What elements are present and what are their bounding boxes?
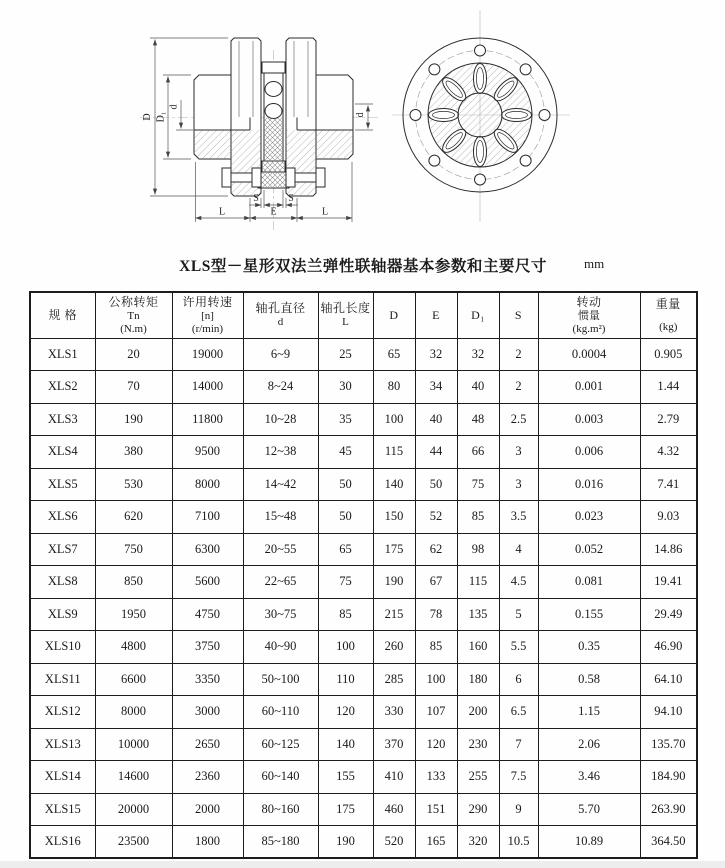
value-cell: 0.001 [538, 371, 640, 404]
column-header-length [318, 292, 373, 338]
value-cell: 9 [499, 793, 538, 826]
value-cell: 135 [457, 598, 499, 631]
value-cell: 2.5 [499, 403, 538, 436]
value-cell: 70 [95, 371, 172, 404]
header-line: 惯量 [578, 309, 600, 322]
value-cell: 6300 [172, 533, 243, 566]
value-cell: 2 [499, 338, 538, 371]
table-row [30, 533, 697, 566]
value-cell: 3750 [172, 631, 243, 664]
spec-cell: XLS10 [30, 631, 95, 664]
title-row [30, 254, 696, 280]
value-cell: 4.5 [499, 566, 538, 599]
value-cell: 0.35 [538, 631, 640, 664]
header-line: S [514, 307, 523, 322]
table-row [30, 761, 697, 794]
value-cell: 1.15 [538, 696, 640, 729]
value-cell: 48 [457, 403, 499, 436]
value-cell: 30~75 [243, 598, 318, 631]
value-cell: 40 [415, 403, 457, 436]
table-row [30, 663, 697, 696]
value-cell: 151 [415, 793, 457, 826]
value-cell: 8000 [172, 468, 243, 501]
value-cell: 100 [373, 403, 415, 436]
value-cell: 620 [95, 501, 172, 534]
value-cell: 4.32 [640, 436, 697, 469]
spec-cell: XLS5 [30, 468, 95, 501]
bolt-hole [410, 110, 421, 121]
value-cell: 15~48 [243, 501, 318, 534]
dim-label-L-right: L [321, 206, 329, 218]
value-cell: 100 [318, 631, 373, 664]
value-cell: 3000 [172, 696, 243, 729]
dim-label-D1: D₁ [155, 111, 167, 123]
value-cell: 0.0004 [538, 338, 640, 371]
value-cell: 330 [373, 696, 415, 729]
column-header-E [415, 292, 457, 338]
value-cell: 2360 [172, 761, 243, 794]
spec-cell: XLS8 [30, 566, 95, 599]
value-cell: 3350 [172, 663, 243, 696]
value-cell: 110 [318, 663, 373, 696]
value-cell: 175 [318, 793, 373, 826]
value-cell: 150 [373, 501, 415, 534]
value-cell: 7.41 [640, 468, 697, 501]
table-row [30, 826, 697, 859]
value-cell: 45 [318, 436, 373, 469]
value-cell: 98 [457, 533, 499, 566]
spec-table [29, 291, 698, 859]
value-cell: 75 [457, 468, 499, 501]
value-cell: 9500 [172, 436, 243, 469]
value-cell: 1950 [95, 598, 172, 631]
value-cell: 34 [415, 371, 457, 404]
column-header-inertia [538, 292, 640, 338]
value-cell: 215 [373, 598, 415, 631]
header-line: (kg.m²) [572, 322, 606, 335]
value-cell: 320 [457, 826, 499, 859]
column-header-D [373, 292, 415, 338]
value-cell: 3.46 [538, 761, 640, 794]
value-cell: 65 [373, 338, 415, 371]
table-row [30, 793, 697, 826]
value-cell: 85 [457, 501, 499, 534]
value-cell: 190 [373, 566, 415, 599]
table-row [30, 631, 697, 664]
column-header-spec [30, 292, 95, 338]
value-cell: 133 [415, 761, 457, 794]
value-cell: 44 [415, 436, 457, 469]
bolt-hole [429, 64, 440, 75]
value-cell: 100 [415, 663, 457, 696]
value-cell: 10000 [95, 728, 172, 761]
value-cell: 2000 [172, 793, 243, 826]
header-line: 公称转矩 [108, 294, 159, 309]
dim-label-L-left: L [218, 206, 226, 218]
value-cell: 12~38 [243, 436, 318, 469]
header-line: 轴孔直径 [255, 301, 306, 316]
value-cell: 290 [457, 793, 499, 826]
value-cell: 2.79 [640, 403, 697, 436]
value-cell: 364.50 [640, 826, 697, 859]
column-header-S [499, 292, 538, 338]
footer-strip [0, 861, 725, 868]
column-header-bore [243, 292, 318, 338]
bolt-hole [520, 155, 531, 166]
center-cap [262, 62, 285, 73]
value-cell: 78 [415, 598, 457, 631]
value-cell: 8~24 [243, 371, 318, 404]
value-cell: 7100 [172, 501, 243, 534]
star-petal [429, 109, 459, 122]
section-view [140, 38, 380, 230]
value-cell: 75 [318, 566, 373, 599]
value-cell: 0.905 [640, 338, 697, 371]
value-cell: 8000 [95, 696, 172, 729]
value-cell: 7 [499, 728, 538, 761]
value-cell: 120 [318, 696, 373, 729]
value-cell: 7.5 [499, 761, 538, 794]
header-line: (N.m) [120, 322, 147, 335]
header-line: (r/min) [191, 322, 224, 335]
value-cell: 25 [318, 338, 373, 371]
value-cell: 80~160 [243, 793, 318, 826]
spec-cell: XLS11 [30, 663, 95, 696]
value-cell: 40~90 [243, 631, 318, 664]
table-row [30, 371, 697, 404]
value-cell: 2650 [172, 728, 243, 761]
spec-cell: XLS16 [30, 826, 95, 859]
header-line: D₁ [471, 307, 485, 322]
star-lobe-section [265, 82, 282, 97]
value-cell: 60~110 [243, 696, 318, 729]
spec-cell: XLS7 [30, 533, 95, 566]
table-row [30, 728, 697, 761]
dim-label-d-left: d [168, 104, 180, 110]
header-line [641, 312, 697, 321]
value-cell: 0.155 [538, 598, 640, 631]
value-cell: 50~100 [243, 663, 318, 696]
value-cell: 30 [318, 371, 373, 404]
dim-label-E: E [270, 206, 277, 218]
spec-cell: XLS1 [30, 338, 95, 371]
star-petal [474, 137, 487, 167]
value-cell: 0.023 [538, 501, 640, 534]
value-cell: 2.06 [538, 728, 640, 761]
value-cell: 19.41 [640, 566, 697, 599]
dim-label-D: D [142, 113, 153, 121]
value-cell: 530 [95, 468, 172, 501]
value-cell: 184.90 [640, 761, 697, 794]
value-cell: 0.016 [538, 468, 640, 501]
value-cell: 20~55 [243, 533, 318, 566]
header-line: 重量 [655, 296, 681, 311]
value-cell: 1.44 [640, 371, 697, 404]
value-cell: 200 [457, 696, 499, 729]
value-cell: 380 [95, 436, 172, 469]
value-cell: 190 [318, 826, 373, 859]
header-row [30, 292, 697, 338]
column-header-speed [172, 292, 243, 338]
value-cell: 65 [318, 533, 373, 566]
value-cell: 5600 [172, 566, 243, 599]
header-line: D [389, 307, 399, 322]
value-cell: 60~125 [243, 728, 318, 761]
value-cell: 0.58 [538, 663, 640, 696]
value-cell: 180 [457, 663, 499, 696]
value-cell: 2 [499, 371, 538, 404]
value-cell: 14000 [172, 371, 243, 404]
value-cell: 50 [318, 468, 373, 501]
value-cell: 5.5 [499, 631, 538, 664]
value-cell: 1800 [172, 826, 243, 859]
value-cell: 140 [318, 728, 373, 761]
value-cell: 255 [457, 761, 499, 794]
value-cell: 19000 [172, 338, 243, 371]
header-line: [n] [201, 309, 214, 322]
spec-cell: XLS6 [30, 501, 95, 534]
value-cell: 85 [318, 598, 373, 631]
header-line: 轴孔长度 [320, 301, 371, 316]
value-cell: 9.03 [640, 501, 697, 534]
table-row [30, 338, 697, 371]
value-cell: 94.10 [640, 696, 697, 729]
column-header-weight [640, 292, 697, 338]
header-line: 许用转速 [182, 294, 233, 309]
value-cell: 32 [457, 338, 499, 371]
value-cell: 175 [373, 533, 415, 566]
value-cell: 14~42 [243, 468, 318, 501]
value-cell: 6.5 [499, 696, 538, 729]
table-title: XLS型－星形双法兰弹性联轴器基本参数和主要尺寸 [179, 258, 547, 275]
spec-cell: XLS12 [30, 696, 95, 729]
value-cell: 230 [457, 728, 499, 761]
value-cell: 0.052 [538, 533, 640, 566]
value-cell: 10.89 [538, 826, 640, 859]
value-cell: 3 [499, 468, 538, 501]
value-cell: 5 [499, 598, 538, 631]
value-cell: 750 [95, 533, 172, 566]
value-cell: 0.081 [538, 566, 640, 599]
header-line: 规 格 [48, 307, 77, 322]
table-row [30, 501, 697, 534]
value-cell: 160 [457, 631, 499, 664]
value-cell: 165 [415, 826, 457, 859]
header-line: Tn [127, 309, 140, 322]
spec-cell: XLS14 [30, 761, 95, 794]
value-cell: 260 [373, 631, 415, 664]
bolt-hole [475, 45, 486, 56]
table-row [30, 598, 697, 631]
column-header-D1 [457, 292, 499, 338]
value-cell: 62 [415, 533, 457, 566]
spec-cell: XLS2 [30, 371, 95, 404]
value-cell: 52 [415, 501, 457, 534]
value-cell: 32 [415, 338, 457, 371]
value-cell: 0.006 [538, 436, 640, 469]
value-cell: 64.10 [640, 663, 697, 696]
value-cell: 410 [373, 761, 415, 794]
spec-cell: XLS15 [30, 793, 95, 826]
value-cell: 50 [318, 501, 373, 534]
value-cell: 6600 [95, 663, 172, 696]
spec-cell: XLS9 [30, 598, 95, 631]
value-cell: 460 [373, 793, 415, 826]
value-cell: 115 [457, 566, 499, 599]
value-cell: 4800 [95, 631, 172, 664]
value-cell: 370 [373, 728, 415, 761]
value-cell: 3 [499, 436, 538, 469]
value-cell: 10.5 [499, 826, 538, 859]
dim-label-S-right: S [288, 193, 294, 204]
value-cell: 20 [95, 338, 172, 371]
star-petal [502, 109, 532, 122]
value-cell: 850 [95, 566, 172, 599]
header-line: L [342, 316, 349, 329]
value-cell: 40 [457, 371, 499, 404]
bolt-hole [520, 64, 531, 75]
star-lobe-section [265, 104, 282, 119]
value-cell: 50 [415, 468, 457, 501]
value-cell: 120 [415, 728, 457, 761]
value-cell: 3.5 [499, 501, 538, 534]
value-cell: 4 [499, 533, 538, 566]
value-cell: 60~140 [243, 761, 318, 794]
header-line: (kg) [659, 320, 678, 333]
bolt-hole [539, 110, 550, 121]
value-cell: 85 [415, 631, 457, 664]
bolt-hole [429, 155, 440, 166]
value-cell: 520 [373, 826, 415, 859]
value-cell: 6~9 [243, 338, 318, 371]
value-cell: 263.90 [640, 793, 697, 826]
value-cell: 140 [373, 468, 415, 501]
end-view [392, 10, 570, 222]
dim-label-S-left: S [253, 193, 259, 204]
value-cell: 14600 [95, 761, 172, 794]
dim-label-d-right: d [355, 112, 366, 118]
bolt-hole [475, 174, 486, 185]
value-cell: 10~28 [243, 403, 318, 436]
value-cell: 0.003 [538, 403, 640, 436]
value-cell: 5.70 [538, 793, 640, 826]
value-cell: 66 [457, 436, 499, 469]
value-cell: 20000 [95, 793, 172, 826]
value-cell: 11800 [172, 403, 243, 436]
value-cell: 23500 [95, 826, 172, 859]
value-cell: 67 [415, 566, 457, 599]
table-row [30, 468, 697, 501]
column-header-torque [95, 292, 172, 338]
header-line: E [432, 307, 440, 322]
value-cell: 46.90 [640, 631, 697, 664]
table-row [30, 436, 697, 469]
table-row [30, 696, 697, 729]
value-cell: 285 [373, 663, 415, 696]
value-cell: 4750 [172, 598, 243, 631]
value-cell: 135.70 [640, 728, 697, 761]
header-line: d [277, 316, 284, 329]
value-cell: 22~65 [243, 566, 318, 599]
value-cell: 85~180 [243, 826, 318, 859]
value-cell: 14.86 [640, 533, 697, 566]
value-cell: 155 [318, 761, 373, 794]
spec-cell: XLS13 [30, 728, 95, 761]
value-cell: 35 [318, 403, 373, 436]
value-cell: 190 [95, 403, 172, 436]
unit-label: mm [584, 256, 605, 271]
value-cell: 107 [415, 696, 457, 729]
technical-drawing [0, 0, 725, 248]
spec-cell: XLS3 [30, 403, 95, 436]
value-cell: 115 [373, 436, 415, 469]
value-cell: 6 [499, 663, 538, 696]
table-row [30, 403, 697, 436]
value-cell: 29.49 [640, 598, 697, 631]
spec-cell: XLS4 [30, 436, 95, 469]
table-row [30, 566, 697, 599]
header-line: 转动 [576, 294, 602, 309]
star-petal [474, 64, 487, 94]
value-cell: 80 [373, 371, 415, 404]
